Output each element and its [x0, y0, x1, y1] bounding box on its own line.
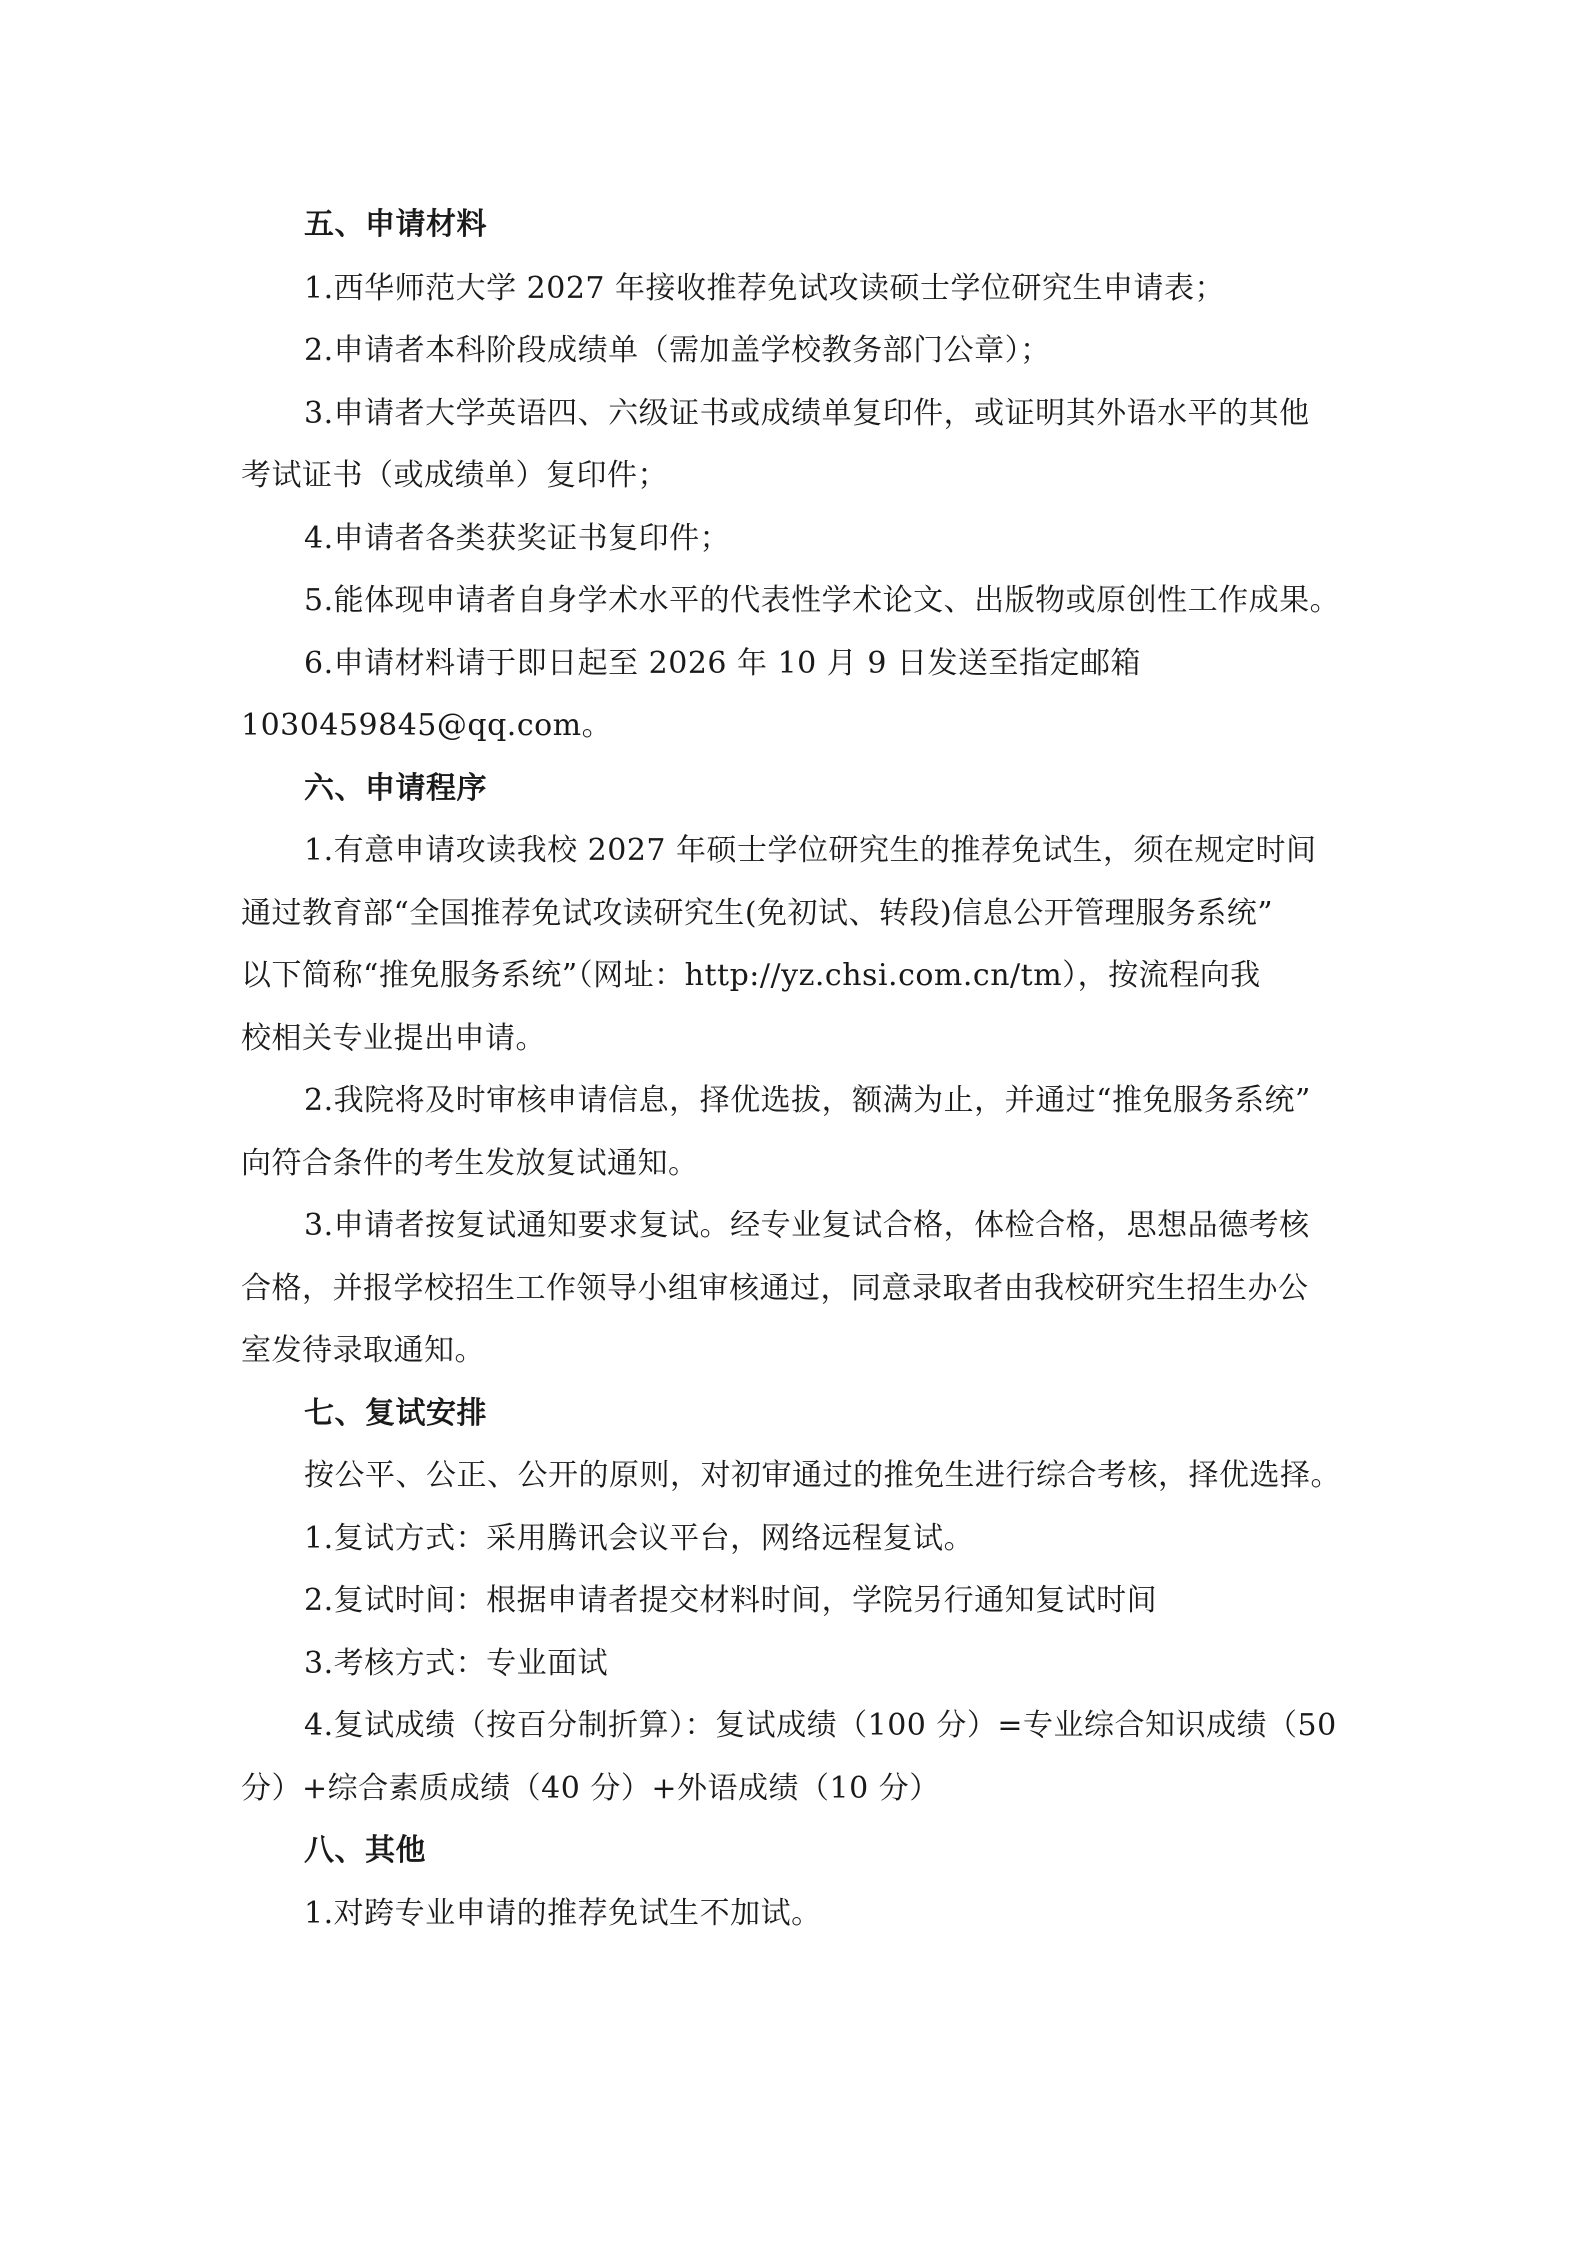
paragraph-line: 3.申请者按复试通知要求复试。经专业复试合格，体检合格，思想品德考核	[304, 1208, 1310, 1243]
paragraph-line: 向符合条件的考生发放复试通知。	[241, 1146, 699, 1181]
paragraph-line: 1.西华师范大学 2027 年接收推荐免试攻读硕士学位研究生申请表；	[304, 271, 1226, 306]
paragraph-line: 4.申请者各类获奖证书复印件；	[304, 521, 731, 556]
paragraph-line: 4.复试成绩（按百分制折算）：复试成绩（100 分）=专业综合知识成绩（50	[304, 1708, 1337, 1743]
paragraph-line: 1.有意申请攻读我校 2027 年硕士学位研究生的推荐免试生，须在规定时间	[304, 833, 1317, 868]
paragraph-line: 2.申请者本科阶段成绩单（需加盖学校教务部门公章）；	[304, 333, 1051, 368]
paragraph-line: 室发待录取通知。	[241, 1333, 485, 1368]
section-heading: 七、复试安排	[304, 1396, 487, 1431]
paragraph-line: 合格，并报学校招生工作领导小组审核通过，同意录取者由我校研究生招生办公	[241, 1271, 1309, 1306]
paragraph-line: 1.对跨专业申请的推荐免试生不加试。	[304, 1896, 822, 1931]
paragraph-line: 2.我院将及时审核申请信息，择优选拔，额满为止，并通过“推免服务系统”	[304, 1083, 1311, 1118]
section-heading: 六、申请程序	[304, 771, 487, 806]
email-address-line: 1030459845@qq.com。	[241, 708, 613, 743]
paragraph-line: 通过教育部“全国推荐免试攻读研究生(免初试、转段)信息公开管理服务系统”	[241, 896, 1274, 931]
section-heading: 五、申请材料	[304, 207, 487, 242]
paragraph-line: 校相关专业提出申请。	[241, 1021, 546, 1056]
paragraph-line: 3.考核方式：专业面试	[304, 1646, 609, 1681]
paragraph-line: 2.复试时间：根据申请者提交材料时间，学院另行通知复试时间	[304, 1583, 1158, 1618]
paragraph-line: 按公平、公正、公开的原则，对初审通过的推免生进行综合考核，择优选择。	[304, 1458, 1341, 1493]
paragraph-line: 6.申请材料请于即日起至 2026 年 10 月 9 日发送至指定邮箱	[304, 646, 1141, 681]
paragraph-line: 1.复试方式：采用腾讯会议平台，网络远程复试。	[304, 1521, 975, 1556]
paragraph-line: 考试证书（或成绩单）复印件；	[241, 458, 668, 493]
paragraph-line: 3.申请者大学英语四、六级证书或成绩单复印件，或证明其外语水平的其他	[304, 396, 1310, 431]
paragraph-line: 分）+综合素质成绩（40 分）+外语成绩（10 分）	[241, 1771, 940, 1806]
paragraph-line: 5.能体现申请者自身学术水平的代表性学术论文、出版物或原创性工作成果。	[304, 583, 1341, 618]
section-heading: 八、其他	[304, 1833, 426, 1868]
paragraph-line: 以下简称“推免服务系统”（网址：http://yz.chsi.com.cn/tm），按流程向我	[241, 958, 1261, 993]
